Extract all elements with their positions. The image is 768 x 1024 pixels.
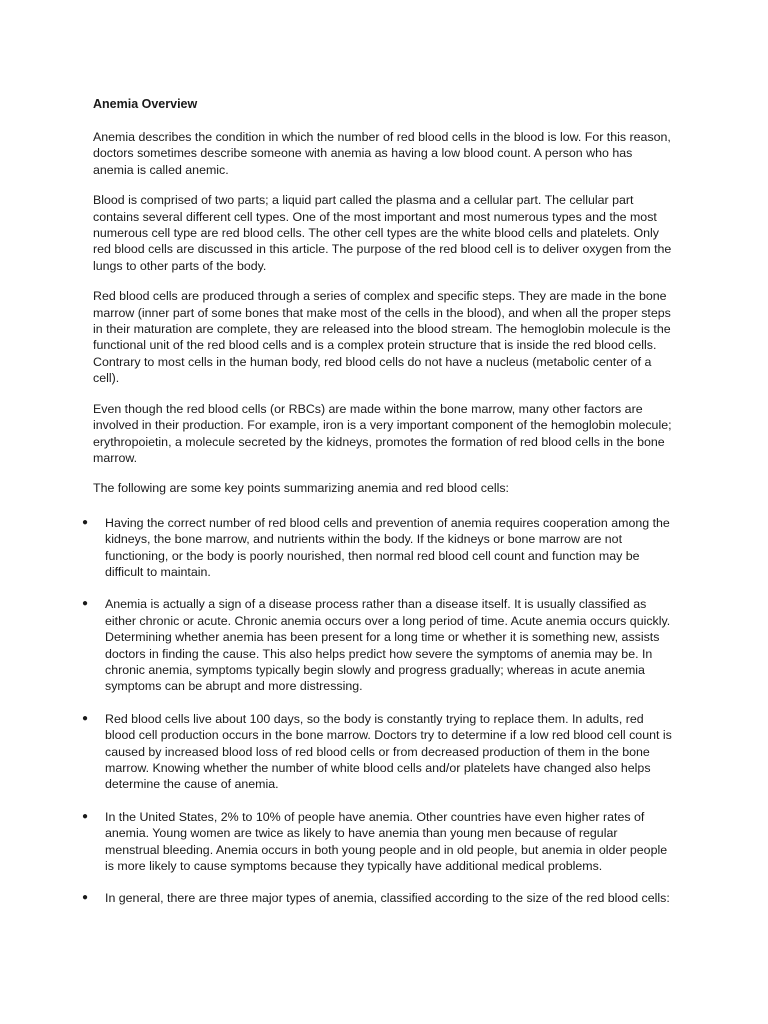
document-title: Anemia Overview (93, 97, 198, 111)
list-item (82, 596, 673, 694)
list-item-text: In general, there are three major types of anemia, classified according to the size of the red blood cells: (105, 891, 670, 906)
list-item (82, 809, 673, 875)
list-item (82, 515, 673, 581)
list-item (82, 711, 673, 793)
bullet-icon: ● (82, 598, 89, 610)
list-item-text: Red blood cells live about 100 days, so the body is constantly trying to replace them. In adults, red blood cell production occurs in the bone marrow. Doctors try to determine if a low red blood cell count is caused by increased blood loss of red blood cells or from decreased production of them in the bone marrow. Knowing whether the number of white blood cells and/or platelets have changed also helps determine the cause of anemia. (105, 711, 672, 792)
bullet-icon: ● (82, 892, 89, 904)
paragraph: The following are some key points summarizing anemia and red blood cells: (93, 481, 509, 496)
list-item-text: Anemia is actually a sign of a disease process rather than a disease itself. It is usually classified as either chronic or acute. Chronic anemia occurs over a long period of time. Acute anemia occurs quickly. Determining whether anemia has been present for a long time or whether it is something new, assists doctors in finding the cause. This also helps predict how severe the symptoms of anemia may be. In chronic anemia, symptoms typically begin slowly and progress gradually; whereas in acute anemia symptoms can be abrupt and more distressing. (105, 597, 671, 694)
list-item-text: In the United States, 2% to 10% of people have anemia. Other countries have even higher rates of anemia. Young women are twice as likely to have anemia than young men because of regular menstrual bleeding. Anemia occurs in both young people and in old people, but anemia in older people is more likely to cause symptoms because they typically have additional medical problems. (105, 809, 668, 874)
document-body (82, 96, 673, 923)
bullet-icon: ● (82, 516, 89, 528)
paragraph: Blood is comprised of two parts; a liquid part called the plasma and a cellular part. The cellular part contains several different cell types. One of the most important and most numerous types and the most numerous cell type are red blood cells. The other cell types are the white blood cells and platelets. Only red blood cells are discussed in this article. The purpose of the red blood cell is to deliver oxygen from the lungs to other parts of the body. (93, 193, 672, 273)
bullet-icon: ● (82, 712, 89, 724)
bullet-icon: ● (82, 810, 89, 822)
list-item-text: Having the correct number of red blood cells and prevention of anemia requires cooperation among the kidneys, the bone marrow, and nutrients within the body. If the kidneys or bone marrow are not functioning, or the body is poorly nourished, then normal red blood cell count and function may be difficult to maintain. (105, 515, 670, 579)
key-points-list (82, 515, 673, 907)
paragraph: Red blood cells are produced through a series of complex and specific steps. They are made in the bone marrow (inner part of some bones that make most of the cells in the blood), and when all the proper steps in their maturation are complete, they are released into the blood stream. The hemoglobin molecule is the functional unit of the red blood cells and is a complex protein structure that is inside the red blood cells. Contrary to most cells in the human body, red blood cells do not have a nucleus (metabolic center of a cell). (93, 289, 671, 386)
list-item (82, 890, 673, 906)
paragraph: Anemia describes the condition in which the number of red blood cells in the blood is low. For this reason, doctors sometimes describe someone with anemia as having a low blood count. A person who has anemia is called anemic. (93, 130, 671, 177)
paragraph: Even though the red blood cells (or RBCs) are made within the bone marrow, many other factors are involved in their production. For example, iron is a very important component of the hemoglobin molecule; erythropoietin, a molecule secreted by the kidneys, promotes the formation of red blood cells in the bone marrow. (93, 401, 672, 465)
